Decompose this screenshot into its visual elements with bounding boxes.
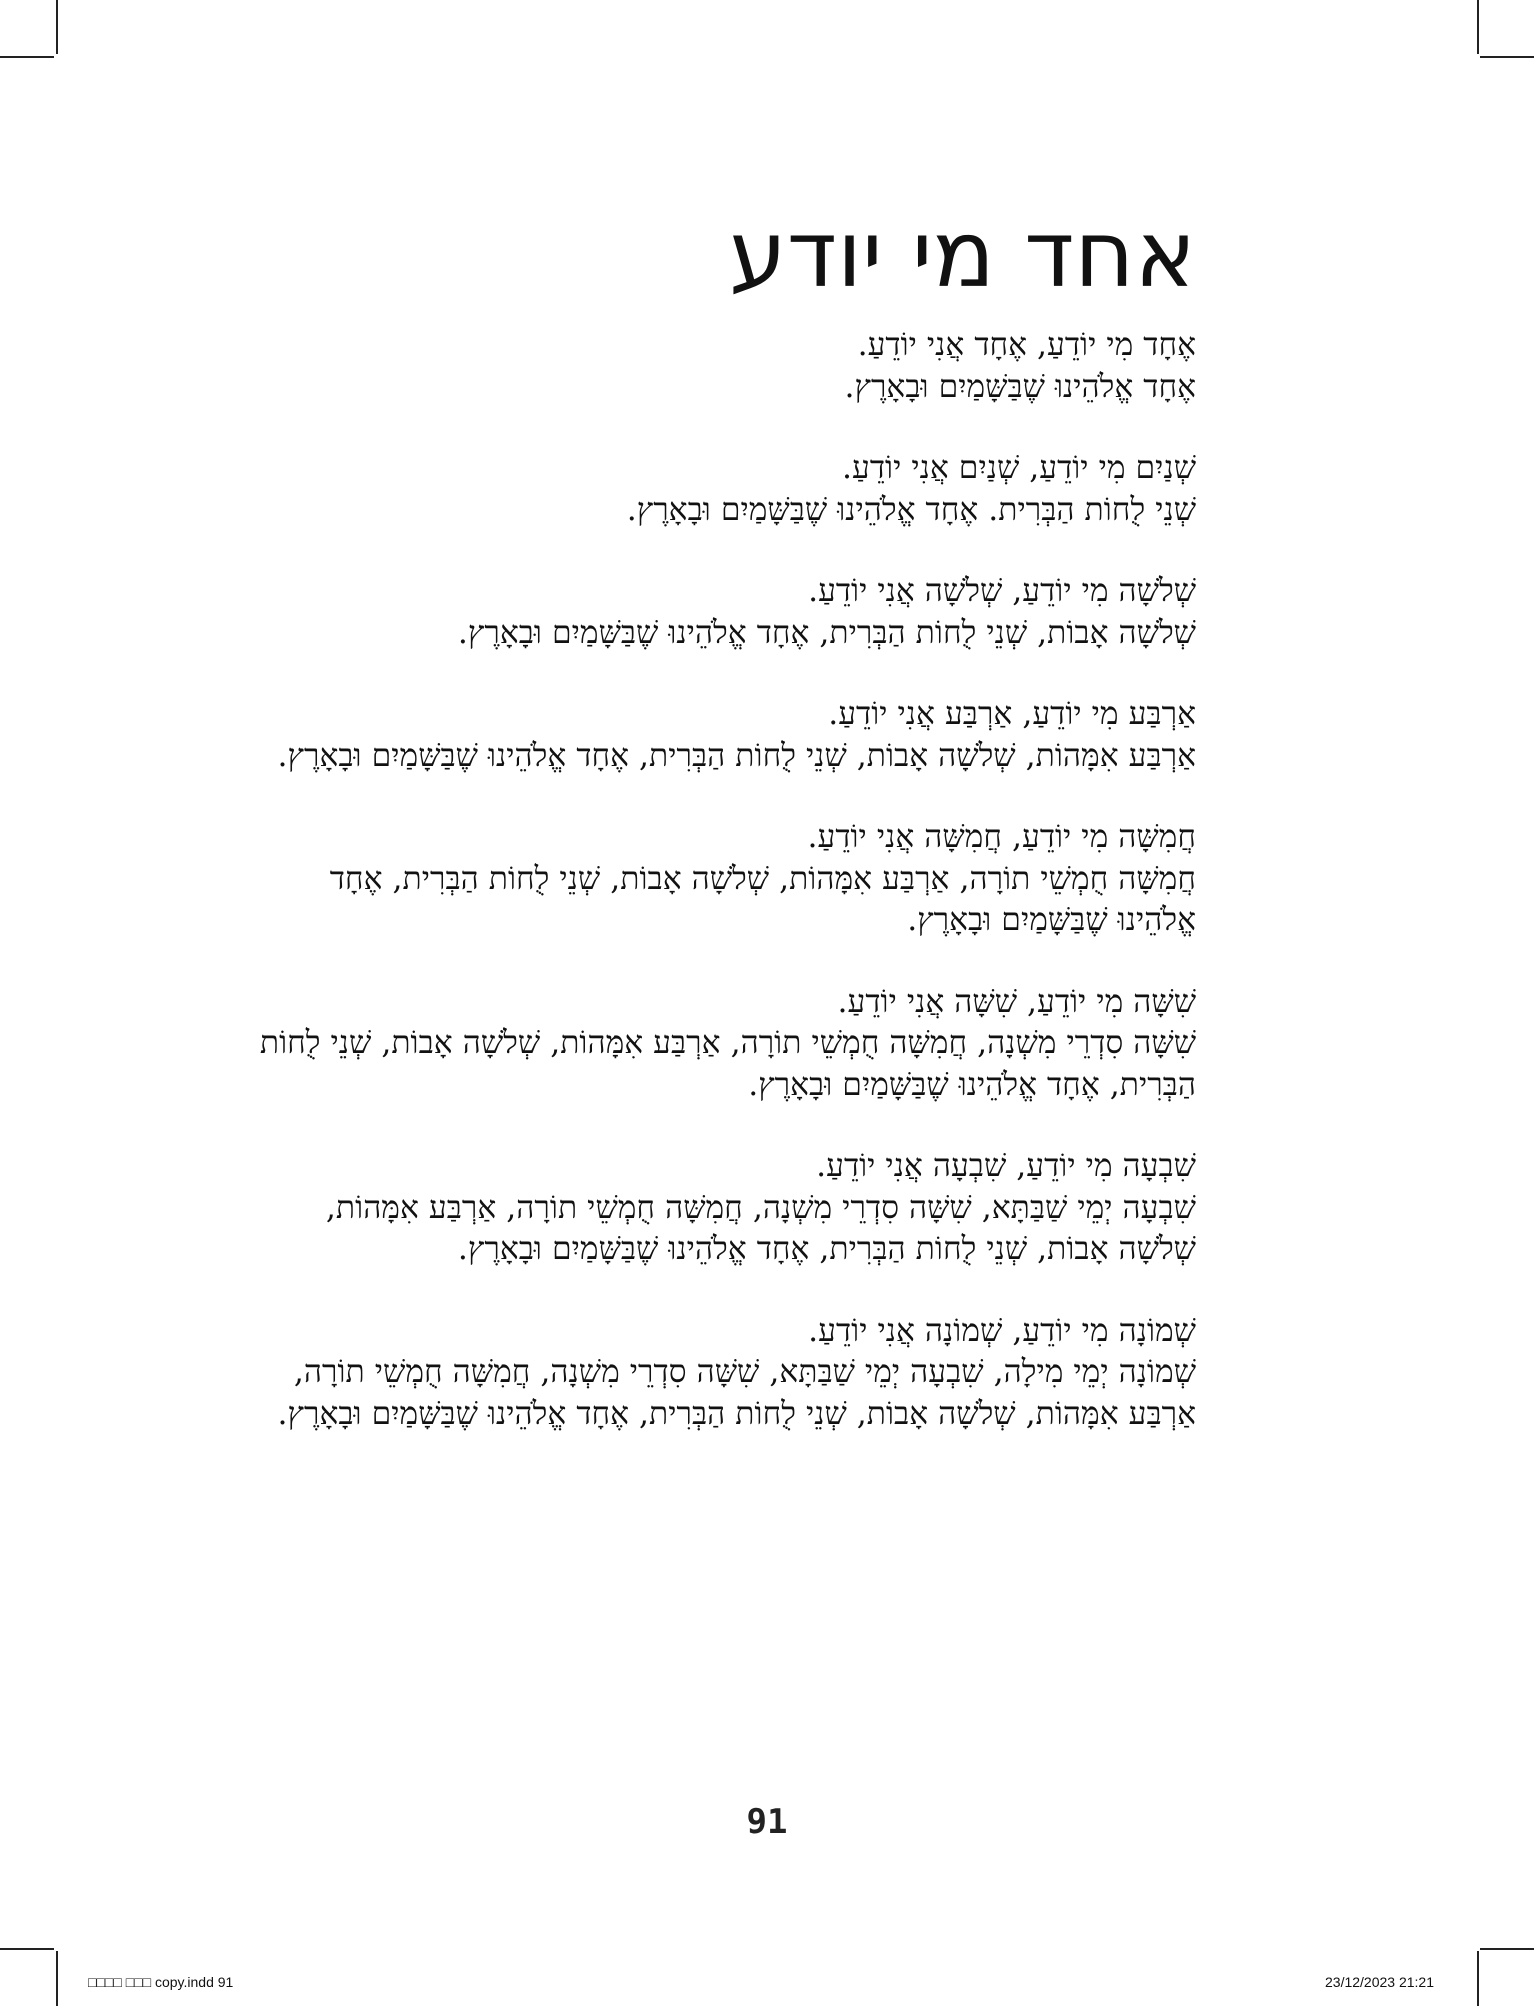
stanza-question-line: שְׁלֹשָׁה מִי יוֹדֵעַ, שְׁלֹשָׁה אֲנִי יוֹדֵעַ. (808, 573, 1196, 609)
stanza-1 (246, 325, 1196, 408)
stanza-question-line: אַרְבַּע מִי יוֹדֵעַ, אַרְבַּע אֲנִי יוֹדֵעַ. (828, 696, 1196, 732)
stanza-answer-line: אֶחָד אֱלֹהֵינוּ שֶׁבַּשָּׁמַיִם וּבָאָרֶץ. (844, 368, 1196, 405)
stanza-question-line: אֶחָד מִי יוֹדֵעַ, אֶחָד אֲנִי יוֹדֵעַ. (857, 327, 1196, 363)
crop-mark-bottom-left-vertical (56, 1951, 58, 2006)
stanza-3 (246, 571, 1196, 654)
crop-mark-bottom-right-horizontal (1480, 1948, 1534, 1950)
stanza-answer-line: שִׁבְעָה יְמֵי שַׁבַּתָּא, שִׁשָּׁה סִדְרֵי מִשְׁנָה, חֲמִשָּׁה חֻמְשֵׁי תוֹרָה, אַרְבַּע אִמָּהוֹת, שְׁלֹשָׁה אָבוֹת, שְׁנֵי לֻחוֹת הַבְּרִית, אֶחָד אֱלֹהֵינוּ שֶׁבַּשָּׁמַיִם וּבָאָרֶץ. (325, 1189, 1196, 1267)
stanza-8 (246, 1311, 1196, 1436)
stanza-4 (246, 694, 1196, 777)
stanza-question-line: חֲמִשָּׁה מִי יוֹדֵעַ, חֲמִשָּׁה אֲנִי יוֹדֵעַ. (807, 819, 1196, 855)
stanza-question-line: שִׁשָּׁה מִי יוֹדֵעַ, שִׁשָּׁה אֲנִי יוֹדֵעַ. (837, 983, 1196, 1020)
crop-mark-top-right-vertical (1477, 0, 1479, 54)
stanza-question-line: שְׁמוֹנָה מִי יוֹדֵעַ, שְׁמוֹנָה אֲנִי יוֹדֵעַ. (808, 1312, 1196, 1349)
crop-mark-top-right-horizontal (1480, 56, 1534, 58)
crop-mark-bottom-left-horizontal (0, 1948, 54, 1950)
stanza-answer-line: שְׁנֵי לֻחוֹת הַבְּרִית. אֶחָד אֱלֹהֵינוּ שֶׁבַּשָּׁמַיִם וּבָאָרֶץ. (626, 491, 1196, 528)
page-number: 91 (746, 1802, 788, 1842)
stanza-answer-line: חֲמִשָּׁה חֻמְשֵׁי תוֹרָה, אַרְבַּע אִמָּהוֹת, שְׁלֹשָׁה אָבוֹת, שְׁנֵי לֻחוֹת הַבְּרִית, אֶחָד אֱלֹהֵינוּ שֶׁבַּשָּׁמַיִם וּבָאָרֶץ. (329, 860, 1196, 938)
crop-mark-top-left-horizontal (0, 56, 54, 58)
stanza-5 (246, 817, 1196, 942)
stanza-answer-line: שְׁלֹשָׁה אָבוֹת, שְׁנֵי לֻחוֹת הַבְּרִית, אֶחָד אֱלֹהֵינוּ שֶׁבַּשָּׁמַיִם וּבָאָרֶץ. (457, 614, 1196, 651)
slug-datetime: 23/12/2023 21:21 (1325, 1974, 1434, 1990)
stanza-7 (246, 1146, 1196, 1271)
stanza-question-line: שְׁנַיִם מִי יוֹדֵעַ, שְׁנַיִם אֲנִי יוֹדֵעַ. (842, 450, 1196, 486)
crop-mark-bottom-right-vertical (1477, 1951, 1479, 2006)
slug-filename: □□□□ □□□ copy.indd 91 (88, 1974, 234, 1990)
stanza-6 (246, 982, 1196, 1107)
stanza-2 (246, 448, 1196, 531)
stanza-answer-line: שְׁמוֹנָה יְמֵי מִילָה, שִׁבְעָה יְמֵי שַׁבַּתָּא, שִׁשָּׁה סִדְרֵי מִשְׁנָה, חֲמִשָּׁה חֻמְשֵׁי תוֹרָה, אַרְבַּע אִמָּהוֹת, שְׁלֹשָׁה אָבוֹת, שְׁנֵי לֻחוֹת הַבְּרִית, אֶחָד אֱלֹהֵינוּ שֶׁבַּשָּׁמַיִם וּבָאָרֶץ. (277, 1354, 1196, 1432)
stanza-answer-line: שִׁשָּׁה סִדְרֵי מִשְׁנָה, חֲמִשָּׁה חֻמְשֵׁי תוֹרָה, אַרְבַּע אִמָּהוֹת, שְׁלֹשָׁה אָבוֹת, שְׁנֵי לֻחוֹת הַבְּרִית, אֶחָד אֱלֹהֵינוּ שֶׁבַּשָּׁמַיִם וּבָאָרֶץ. (259, 1025, 1196, 1103)
verses (246, 325, 1196, 1475)
crop-mark-top-left-vertical (56, 0, 58, 54)
stanza-question-line: שִׁבְעָה מִי יוֹדֵעַ, שִׁבְעָה אֲנִי יוֹדֵעַ. (816, 1148, 1196, 1184)
stanza-answer-line: אַרְבַּע אִמָּהוֹת, שְׁלֹשָׁה אָבוֹת, שְׁנֵי לֻחוֹת הַבְּרִית, אֶחָד אֱלֹהֵינוּ שֶׁבַּשָּׁמַיִם וּבָאָרֶץ. (277, 737, 1196, 774)
page-title: אחד מי יודע (729, 201, 1196, 308)
